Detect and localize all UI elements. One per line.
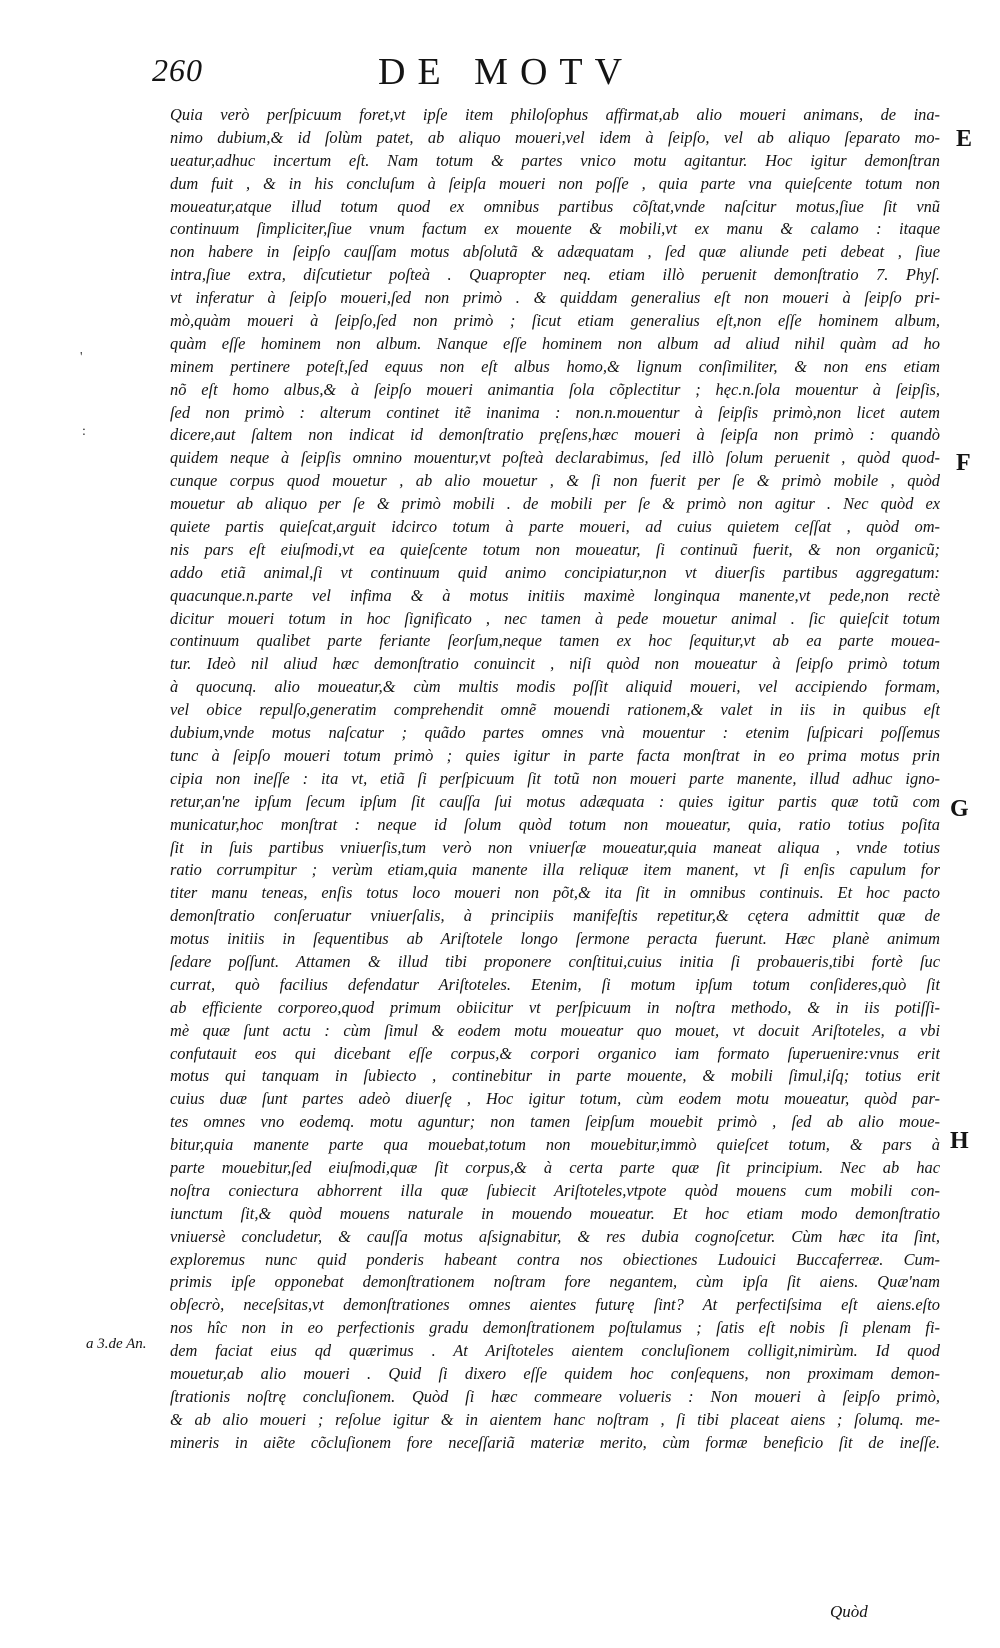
text-line: tes omnes vno eodemq. motu aguntur; non tamen ſeipſum mouebit primò , ſed ab alio moue-: [170, 1112, 940, 1132]
margin-mark: :: [82, 424, 86, 439]
text-line: obſecrò, neceſsitas,vt demonſtrationes omnes aientes futurę ſint? At perfectiſsima eſt aiens.eſto: [170, 1295, 940, 1315]
text-line: dum fuit , & in his concluſum à ſeipſa moueri non poſſe , quia parte vna quieſcente totum non: [170, 173, 940, 193]
text-line: dicitur moueri totum in hoc ſignificato , nec tamen à pede mouetur animal . ſic quieſcit totum: [170, 608, 940, 628]
text-line: vel obice repulſo,generatim comprehendit omnẽ mouendi rationem,& valet in iis in quibus eſt: [170, 700, 940, 720]
text-line: cipia non ineſſe : ita vt, etiã ſi perſpicuum ſit totũ non moueri parte manente, illud adhuc igno-: [170, 768, 940, 788]
section-letter-g: G: [950, 796, 969, 822]
text-line: primis ipſe opponebat demonſtrationem noſtram fore negantem, cùm ipſa ſit aiens. Quæ'nam: [170, 1272, 940, 1292]
text-line: continuum qualibet parte feriante ſeorſum,neque tamen ex hoc ſequitur,vt ab ea parte mouea-: [170, 631, 940, 651]
text-line: bitur,quia manente parte qua mouebat,totum non mouebitur,immò quieſcet totum, & pars à: [170, 1135, 940, 1155]
text-line: dubium,vnde motus naſcatur ; quãdo partes omnes vnà mouentur : etenim ſuſpicari poſſemus: [170, 723, 940, 743]
text-line: parte mouebitur,ſed eiuſmodi,quæ ſit corpus,& à certa parte quæ ſit principium. Nec ab hac: [170, 1157, 940, 1177]
text-line: demonſtratio conſeruatur vniuerſalis, à principiis manifeſtis repetitur,& cętera admittit quæ de: [170, 906, 940, 926]
text-line: vt inferatur à ſeipſo moueri,ſed non primò . & quiddam generalius eſt non moueri à ſeipſo pri-: [170, 288, 940, 308]
text-line: mouetur,ab alio moueri . Quid ſi dixero eſſe quidem hoc conſequens, non proximam demon-: [170, 1363, 940, 1383]
text-line: & ab alio moueri ; reſolue igitur & in aientem hanc noſtram , ſi tibi placeat aiens ; ſolumq. me-: [170, 1409, 940, 1429]
text-line: mò,quàm moueri à ſeipſo,ſed non primò ; ſicut etiam generalius eſt,non eſſe hominem album,: [170, 311, 940, 331]
text-line: [170, 1455, 940, 1478]
text-line: nis pars eſt eiuſmodi,vt ea quieſcente totum non moueatur, ſi continuũ fuerit, & non organicũ;: [170, 539, 940, 559]
text-line: addo etiã animal,ſi vt continuum quid animo concipiatur,non vt diuerſis partibus aggregatum:: [170, 562, 940, 582]
text-line: nõ eſt homo albus,& à ſeipſo moueri animantia ſola cõplectitur ; hęc.n.ſola mouentur à ſeipſis,: [170, 379, 940, 399]
text-line: retur,an'ne ipſum ſecum ipſum ſit cauſſa ſui motus adæquata : quies igitur partis quæ totũ com: [170, 791, 940, 811]
text-line: dicere,aut ſaltem non indicat id demonſtratio pręſens,hæc moueri à ſeipſa non primò : quandò: [170, 425, 940, 445]
text-line: ſtrationis noſtrę concluſionem. Quòd ſi hæc commeare volueris : Non moueri à ſeipſo primò,: [170, 1386, 940, 1406]
text-line: à quocunq. alio moueatur,& cùm multis modis poſſit aliquid moueri, vel accipiendo formam,: [170, 677, 940, 697]
text-line: confutauit eos qui dicebant eſſe corpus,& corpori organico iam formato ſuperuenire:vnus erit: [170, 1043, 940, 1063]
text-line: noſtra coniectura abhorrent illa quæ ſubiecit Ariſtoteles,vtpote quòd mouens cum mobili con-: [170, 1180, 940, 1200]
text-line: exploremus nunc quid ponderis habeant contra nos obiectiones Ludouici Buccaferreæ. Cum-: [170, 1249, 940, 1269]
text-line: quacunque.n.parte vel infima & à motus initiis maximè longinqua manente,vt pede,non rectè: [170, 585, 940, 605]
body-text: [170, 104, 940, 1477]
text-line: continuum ſimpliciter,ſiue vnum factum ex mouente & mobili,vt ex manu & calamo : itaque: [170, 219, 940, 239]
margin-mark: ': [80, 350, 83, 365]
text-line: quiete partis quieſcat,arguit idcirco totum à parte moueri, ad cuius quietem ceſſat , quòd om-: [170, 517, 940, 537]
text-line: quàm eſſe hominem non album. Nanque eſſe hominem non album ad aliud nihil quàm ad ho: [170, 333, 940, 353]
text-line: Quia verò perſpicuum foret,vt ipſe item philoſophus affirmat,ab alio moueri animans, de ina-: [170, 105, 940, 124]
page-number: 260: [152, 52, 203, 88]
text-line: nimo dubium,& id ſolùm patet, ab aliquo moueri,vel idem à ſeipſo, vel ab aliquo ſeparato mo-: [170, 127, 940, 147]
text-line: tur. Ideò nil aliud hæc demonſtratio conuincit , niſi quòd non moueatur à ſeipſo primò totum: [170, 654, 940, 674]
text-line: non habere in ſeipſo cauſſam motus abſolutã & adæquatam , ſed quæ aliunde peti debeat , ſiue: [170, 242, 940, 262]
text-line: ratio corrumpitur ; verùm etiam,quia manente illa reliquæ item manent, vt ſi enſis capulum for: [170, 860, 940, 880]
text-line: vniuersè concludetur, & cauſſa motus aſsignabitur, & res dubia cognoſcetur. Cùm hæc ita ſint,: [170, 1226, 940, 1246]
text-line: titer manu teneas, enſis totus loco moueri non põt,& ita ſit in omnibus continuis. Et hoc pacto: [170, 883, 940, 903]
text-line: minem pertinere poteſt,ſed equus non eſt albus homo,& lignum conſimiliter, & non ens etiam: [170, 356, 940, 376]
text-line: motus qui tanquam in ſubiecto , continebitur in parte mouente, & mobili ſimul,iſq; totius erit: [170, 1066, 940, 1086]
section-letter-e: E: [956, 126, 973, 152]
text-line: cunque corpus quod mouetur , ab alio mouetur , & ſi non fuerit per ſe & primò mobile , quòd: [170, 471, 940, 491]
text-line: mè quæ ſunt actu : cùm ſimul & eodem motu moueatur quo mouet, vt docuit Ariſtoteles, a vbi: [170, 1020, 940, 1040]
text-line: ſedare poſſunt. Attamen & illud tibi proponere conſtitui,cuius initia ſi probaueris,tibi fortè ſuc: [170, 951, 940, 971]
text-line: ſit in ſuis partibus vniuerſis,tum verò non vniuerſæ moueatur,quia maneat aliqua , vnde totius: [170, 837, 940, 857]
running-head: DE MOTV: [378, 51, 635, 93]
text-line: ueatur,adhuc incertum eſt. Nam totum & partes vnico motu agitantur. Hoc igitur demonſtran: [170, 150, 940, 170]
text-line: nos hîc non in eo perfectionis gradu demonſtrationem poſtulamus ; ſatis eſt nobis ſi plenam fi-: [170, 1318, 940, 1338]
text-line: mineris in aiẽte cõcluſionem fore neceſſariã materiæ merito, cùm formæ beneficio ſit de ineſſe.: [170, 1432, 940, 1452]
text-line: cuius duæ ſunt partes adeò diuerſę , Hoc igitur totum, cùm eodem motu moueatur, quòd par-: [170, 1089, 940, 1109]
text-line: intra,ſiue extra, diſcutietur poſteà . Quapropter neq. etiam illò peruenit demonſtratio 7. Phyſ.: [170, 265, 940, 285]
text-line: ſed non primò : alterum continet itẽ inanima : non.n.mouentur à ſeipſis primò,non licet autem: [170, 402, 940, 422]
text-line: municatur,hoc monſtrat : neque id ſolum quòd totum non moueatur, quia, ratio totius poſita: [170, 814, 940, 834]
section-letter-h: H: [950, 1128, 969, 1154]
text-line: tunc à ſeipſo moueri totum primò ; quies igitur in parte facta monſtrat in eo prima motus prin: [170, 745, 940, 765]
text-line: ab efficiente corporeo,quod primum obiicitur vt perſpicuum in noſtra methodo, & in iis potiſſi-: [170, 997, 940, 1017]
text-line: currat, quò facilius defendatur Ariſtoteles. Etenim, ſi motum ipſum totum conſideres,quò ſit: [170, 974, 940, 994]
catchword: Quòd: [830, 1602, 868, 1621]
text-line: dem faciat eius qd quærimus . At Ariſtoteles aientem concluſionem colligit,nimirùm. Id quod: [170, 1341, 940, 1361]
text-line: mouetur ab aliquo per ſe & primò mobili . de mobili per ſe & primò non agitur . Nec quòd ex: [170, 494, 940, 514]
section-letter-f: F: [956, 450, 971, 476]
text-line: motus initiis in ſequentibus ab Ariſtotele longo ſermone peracta fuerunt. Hæc planè animum: [170, 929, 940, 949]
text-line: moueatur,atque illud totum quod ex omnibus partibus cõſtat,vnde naſcitur motus,ſiue ſit vnũ: [170, 196, 940, 216]
margin-note: a 3.de An.: [86, 1336, 147, 1352]
text-line: iunctum ſit,& quòd mouens naturale in mouendo moueatur. Et hoc etiam modo demonſtratio: [170, 1203, 940, 1223]
text-line: quidem neque à ſeipſis omnino mouentur,vt poſteà declarabimus, ſed illò ſolum peruenit , quòd quod-: [170, 448, 940, 468]
